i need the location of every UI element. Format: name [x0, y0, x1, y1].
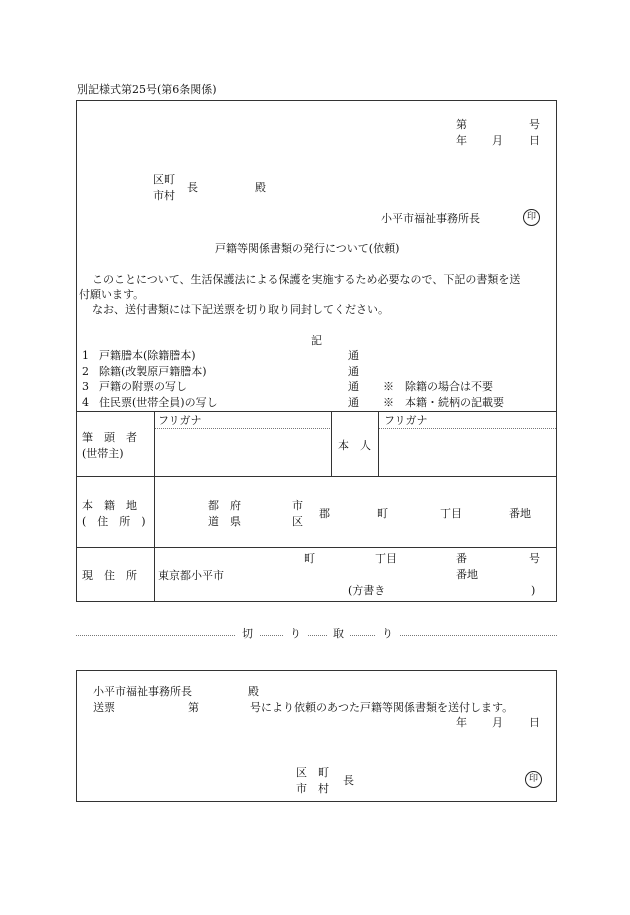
furigana-label: フリガナ: [384, 414, 428, 427]
item-unit: 通: [348, 396, 359, 409]
machi-label: 町: [377, 507, 388, 520]
table-row-line: [76, 547, 557, 548]
date-year: 年: [456, 134, 467, 147]
item-number: 1: [82, 349, 89, 362]
ku-label: 区: [292, 515, 303, 528]
slip-year: 年: [456, 716, 467, 729]
slip-mura: 村: [318, 782, 329, 795]
slip-month: 月: [492, 716, 503, 729]
slip-cho: 長: [343, 774, 354, 787]
seal-icon: 印: [525, 771, 542, 788]
honsekichi-label: 本 籍 地: [82, 499, 137, 512]
setainushi-label: (世帯主): [82, 447, 124, 460]
residence-chome: 丁目: [375, 552, 397, 565]
slip-soshu: 送票: [93, 701, 115, 714]
honnin-label: 本 人: [338, 439, 371, 452]
furigana-divider: [155, 428, 330, 429]
slip-ku: 区: [296, 766, 307, 779]
slip-shi: 市: [296, 782, 307, 795]
residence-machi: 町: [304, 552, 315, 565]
body-line-2: 付願います。: [79, 288, 145, 301]
date-month: 月: [492, 134, 503, 147]
cut-char: 切: [236, 628, 259, 639]
item-unit: 通: [348, 349, 359, 362]
shi-label: 市: [292, 499, 303, 512]
item-number: 4: [82, 396, 89, 409]
item-name: 除籍(改製原戸籍謄本): [99, 365, 207, 378]
ki-heading: 記: [311, 334, 322, 347]
furigana-label: フリガナ: [158, 414, 202, 427]
addressee-dono: 殿: [255, 181, 266, 194]
furigana-divider: [379, 428, 556, 429]
addressee-shi-mura: 市村: [153, 189, 175, 202]
item-name: 戸籍の附票の写し: [99, 380, 187, 393]
cut-line: [76, 635, 557, 636]
slip-machi: 町: [318, 766, 329, 779]
gun-label: 郡: [319, 507, 330, 520]
katagaki-close: ): [531, 584, 536, 597]
body-line-1: このことについて、生活保護法による保護を実施するため必要なので、下記の書類を送: [92, 273, 521, 286]
seal-icon: 印: [523, 209, 540, 226]
sender-name: 小平市福祉事務所長: [381, 212, 480, 225]
cut-char: 取: [327, 628, 350, 639]
item-unit: 通: [348, 365, 359, 378]
table-top-line: [76, 411, 557, 412]
residence-ban: 番: [456, 552, 467, 565]
request-title: 戸籍等関係書類の発行について(依頼): [215, 242, 400, 255]
slip-dai: 第: [188, 701, 199, 714]
form-number-label: 別記様式第25号(第6条関係): [77, 83, 217, 96]
addressee-cho: 長: [187, 181, 198, 194]
genjusho-label: 現 住 所: [82, 569, 137, 582]
slip-day: 日: [529, 716, 540, 729]
item-note: ※ 除籍の場合は不要: [383, 380, 493, 393]
slip-to: 小平市福祉事務所長: [93, 685, 192, 698]
residence-banchi: 番地: [456, 568, 478, 581]
number-dai: 第: [456, 118, 467, 131]
item-name: 戸籍謄本(除籍謄本): [99, 349, 196, 362]
number-go: 号: [529, 118, 540, 131]
jusho-label: ( 住 所 ): [82, 515, 146, 528]
item-name: 住民票(世帯全員)の写し: [99, 396, 218, 409]
cut-char: り: [376, 628, 399, 639]
addressee-ku-machi: 区町: [153, 173, 175, 186]
to-fu-label: 都 府: [208, 499, 241, 512]
table-col-line: [331, 411, 332, 476]
slip-dono: 殿: [248, 685, 259, 698]
item-note: ※ 本籍・続柄の記載要: [383, 396, 504, 409]
residence-go: 号: [529, 552, 540, 565]
item-unit: 通: [348, 380, 359, 393]
dou-ken-label: 道 県: [208, 515, 241, 528]
tokyo-kodaira: 東京都小平市: [158, 569, 224, 582]
table-col-line: [154, 411, 155, 601]
banchi-label: 番地: [509, 507, 531, 520]
cut-char: り: [284, 628, 307, 639]
hittousha-label: 筆 頭 者: [82, 431, 137, 444]
body-line-3: なお、送付書類には下記送票を切り取り同封してください。: [92, 303, 389, 316]
slip-body: 号により依頼のあつた戸籍等関係書類を送付します。: [250, 701, 514, 714]
item-number: 2: [82, 365, 89, 378]
item-number: 3: [82, 380, 89, 393]
katagaki-label: (方書き: [348, 584, 386, 597]
table-row-line: [76, 476, 557, 477]
chome-label: 丁目: [440, 507, 462, 520]
date-day: 日: [529, 134, 540, 147]
table-col-line: [378, 411, 379, 476]
